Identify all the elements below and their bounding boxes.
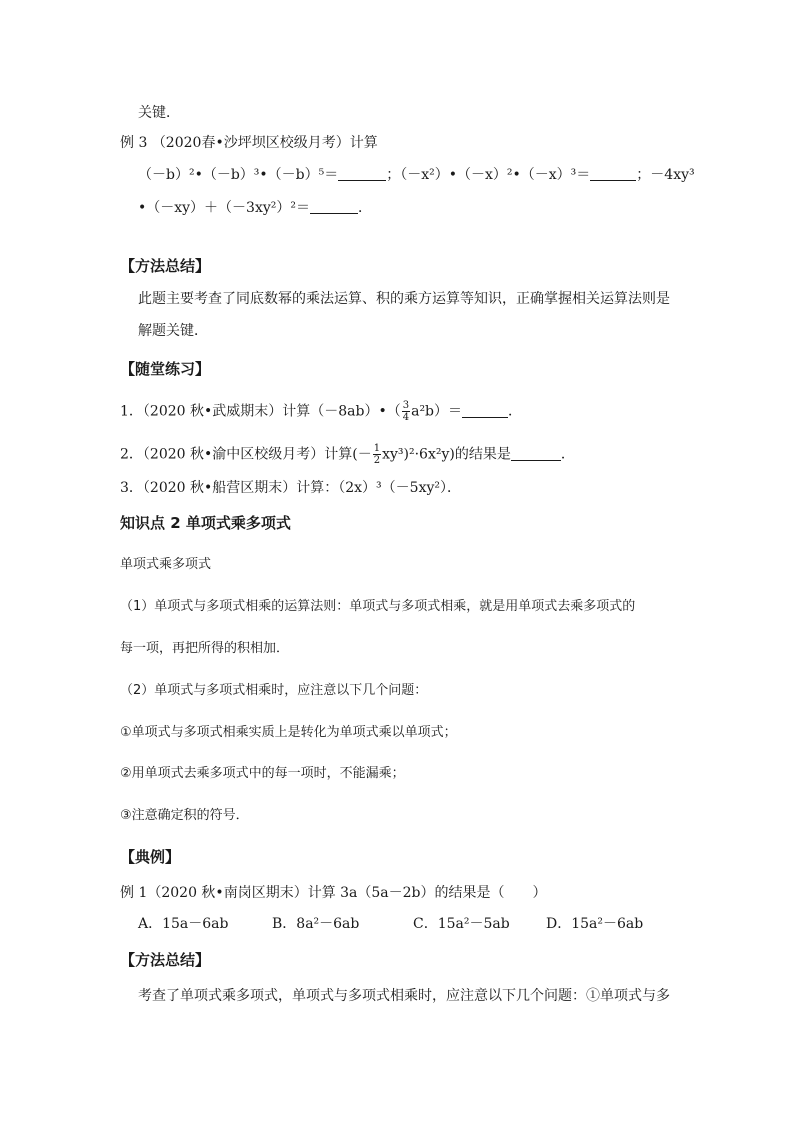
option-a: A．15a－6ab: [138, 916, 229, 932]
practice-q3: 3．（2020 秋•船营区期末）计算：（2x）³（－5xy²）．: [120, 480, 461, 496]
kp2-rule1-line1: （1）单项式与多项式相乘的运算法则：单项式与多项式相乘，就是用单项式去乘多项式的: [120, 599, 636, 614]
example3-expr-d: •（－xy）＋（－3xy²）²＝: [138, 200, 310, 216]
practice-q2: [120, 443, 575, 466]
fraction-numerator: 1: [373, 443, 381, 454]
kp2-rule1-line2: 每一项，再把所得的积相加．: [120, 641, 290, 656]
option-b: B．8a²－6ab: [272, 916, 360, 932]
practice-heading: 【随堂练习】: [120, 360, 211, 378]
answer-blank: [462, 403, 508, 418]
example3-source: （2020春•沙坪坝区校级月考）计算: [151, 135, 378, 151]
typical-example1: 例 1（2020 秋•南岗区期末）计算 3a（5a－2b）的结果是（ ）: [120, 885, 547, 901]
kp2-subtitle: 单项式乘多项式: [120, 557, 212, 572]
example3-title: [120, 134, 378, 152]
example3-line1: [138, 166, 695, 184]
fraction-numerator: 3: [402, 400, 410, 411]
q1-end: ．: [508, 403, 523, 420]
example3-end: ．: [358, 200, 372, 216]
typical-heading: 【典例】: [120, 848, 181, 866]
method-summary-line2: 解题关键．: [138, 323, 208, 339]
q2-suffix: xy³)²·6x²y)的结果是: [382, 446, 511, 463]
example3-line2: [138, 199, 372, 217]
example3-expr-a: （－b）²•（－b）³•（－b）⁵＝: [138, 167, 339, 183]
fraction-denominator: 4: [402, 412, 410, 423]
example3-expr-b: ；（－x²）•（－x）²•（－x）³＝: [386, 167, 591, 183]
intro-tail: 关键．: [138, 105, 180, 121]
q1-prefix: 1．（2020 秋•武威期末）计算（－8ab）•（: [120, 403, 401, 420]
answer-blank: [338, 166, 386, 181]
practice-q1: [120, 400, 522, 423]
example3-label: 例 3: [120, 135, 148, 151]
method-summary-line1: 此题主要考查了同底数幂的乘法运算、积的乘方运算等知识，正确掌握相关运算法则是: [138, 291, 670, 307]
q2-end: ．: [560, 446, 575, 463]
option-d: D．15a²－6ab: [546, 916, 644, 932]
kp2-point1: ①单项式与多项式相乘实质上是转化为单项式乘以单项式；: [120, 725, 457, 740]
kp2-point3: ③注意确定积的符号．: [120, 808, 249, 823]
fraction-denominator: 2: [373, 455, 381, 466]
q1-suffix: a²b）＝: [411, 403, 463, 420]
method-summary-2-heading: 【方法总结】: [120, 951, 211, 969]
method-summary-heading: 【方法总结】: [120, 257, 211, 275]
option-c: C．15a²－5ab: [413, 916, 510, 932]
kp2-point2: ②用单项式去乘多项式中的每一项时，不能漏乘；: [120, 766, 405, 781]
example3-expr-c: ；－4xy³: [636, 167, 695, 183]
fraction: [402, 400, 410, 423]
kp2-heading: 知识点 2 单项式乘多项式: [120, 514, 291, 532]
answer-blank: [590, 166, 636, 181]
answer-blank: [511, 446, 561, 461]
method-summary-2-line1: 考查了单项式乘多项式，单项式与多项式相乘时，应注意以下几个问题：①单项式与多: [138, 988, 670, 1004]
q2-prefix: 2．（2020 秋•渝中区校级月考）计算(－: [120, 446, 372, 463]
fraction: [373, 443, 381, 466]
answer-blank: [310, 199, 358, 214]
kp2-rule2: （2）单项式与多项式相乘时，应注意以下几个问题：: [120, 683, 428, 698]
